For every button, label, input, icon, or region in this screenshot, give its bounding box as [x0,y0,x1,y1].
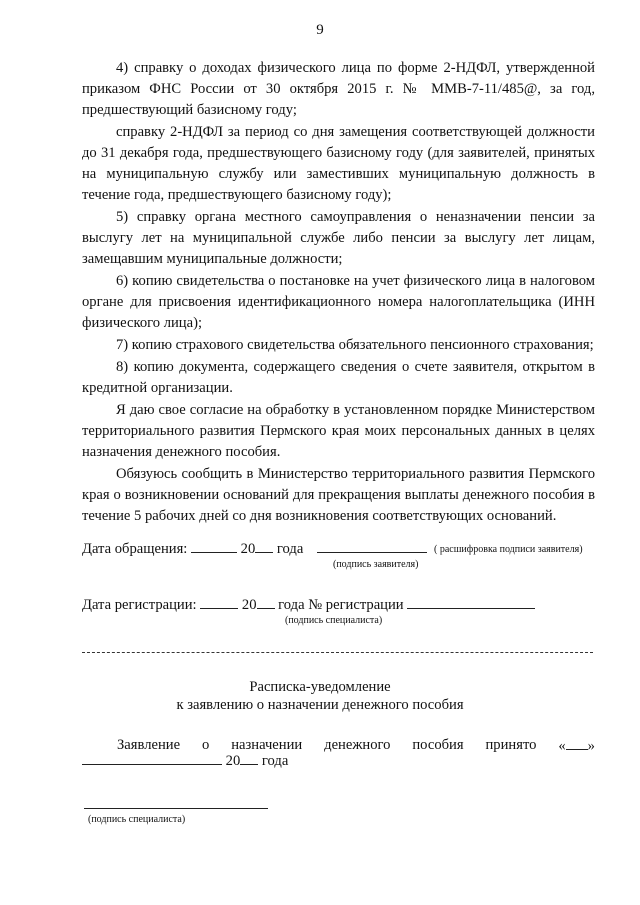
receipt-signature-caption: (подпись специалиста) [88,814,186,825]
paragraph-7: 7) копию страхового свидетельства обязательного пенсионного страхования; [116,337,594,353]
paragraph-4: 4) справку о доходах физического лица по форме 2-НДФЛ, утвержденной приказом ФНС России от 30 октября 2015 г. № ММВ-7-11/485@, за год, предшествующий базисному году; [82,60,595,118]
receipt-word: пособия [412,737,464,753]
registration-label: Дата регистрации: [82,597,197,613]
page-number: 9 [316,22,324,38]
application-date-line [82,540,427,558]
registration-year-blank [257,596,275,609]
paragraph-8: 8) копию документа, содержащего сведения о счете заявителя, открытом в кредитной организации. [82,359,595,396]
registration-number-blank [407,596,535,609]
application-year-suffix: года [276,541,304,557]
cut-line [82,652,593,653]
paragraph-4-addendum: справку 2-НДФЛ за период со дня замещения соответствующей должности до 31 декабря года, предшествующего базисному году (для заявителей, принятых на муниципальную службу или заместивших муниципальную должность в течение года, предшествующего базисному году); [82,124,595,203]
receipt-year-suffix: года [261,753,289,769]
receipt-subtitle: к заявлению о назначении денежного пособия [176,697,464,713]
receipt-word: о [201,737,210,753]
specialist-signature-caption: (подпись специалиста) [285,615,383,626]
open-quote: « [558,738,566,754]
receipt-date-line [82,752,288,770]
paragraph-5: 5) справку органа местного самоуправления о неназначении пенсии за выслугу лет на муниципальной службе либо пенсии за выслугу лет лицам, замещавшим муниципальные должности; [82,209,595,267]
obligation-paragraph: Обязуюсь сообщить в Министерство территориального развития Пермского края о возникновении оснований для прекращения выплаты денежного пособия в течение 5 рабочих дней со дня возникновения соответствующих оснований. [82,466,595,524]
registration-day-month-blank [200,596,238,609]
registration-year-suffix: года № регистрации [278,597,404,613]
application-year-blank [255,540,273,553]
document-body [82,58,595,528]
receipt-day-field [558,737,595,755]
receipt-day-blank [566,737,588,750]
application-year-prefix: 20 [240,541,256,557]
receipt-word: принято [485,737,537,753]
paragraph-6: 6) копию свидетельства о постановке на учет физического лица в налоговом органе для присвоения идентификационного номера налогоплательщика (ИНН физического лица); [82,273,595,331]
receipt-title: Расписка-уведомление [249,679,391,695]
receipt-year-prefix: 20 [225,753,241,769]
close-quote: » [587,738,595,754]
receipt-word: назначении [231,737,303,753]
application-date-label: Дата обращения: [82,541,188,557]
registration-line [82,596,535,614]
application-day-month-blank [191,540,237,553]
receipt-signature-line [84,808,268,809]
receipt-word: денежного [324,737,391,753]
receipt-month-blank [82,752,222,765]
applicant-signature-caption: (подпись заявителя) [333,559,419,570]
decode-note: ( расшифровка подписи заявителя) [434,544,583,555]
receipt-word: Заявление [117,737,181,753]
receipt-year-blank [240,752,258,765]
registration-year-prefix: 20 [241,597,257,613]
consent-paragraph: Я даю свое согласие на обработку в установленном порядке Министерством территориального развития Пермского края моих персональных данных в целях назначения денежного пособия. [82,402,595,460]
applicant-signature-blank [317,540,427,553]
